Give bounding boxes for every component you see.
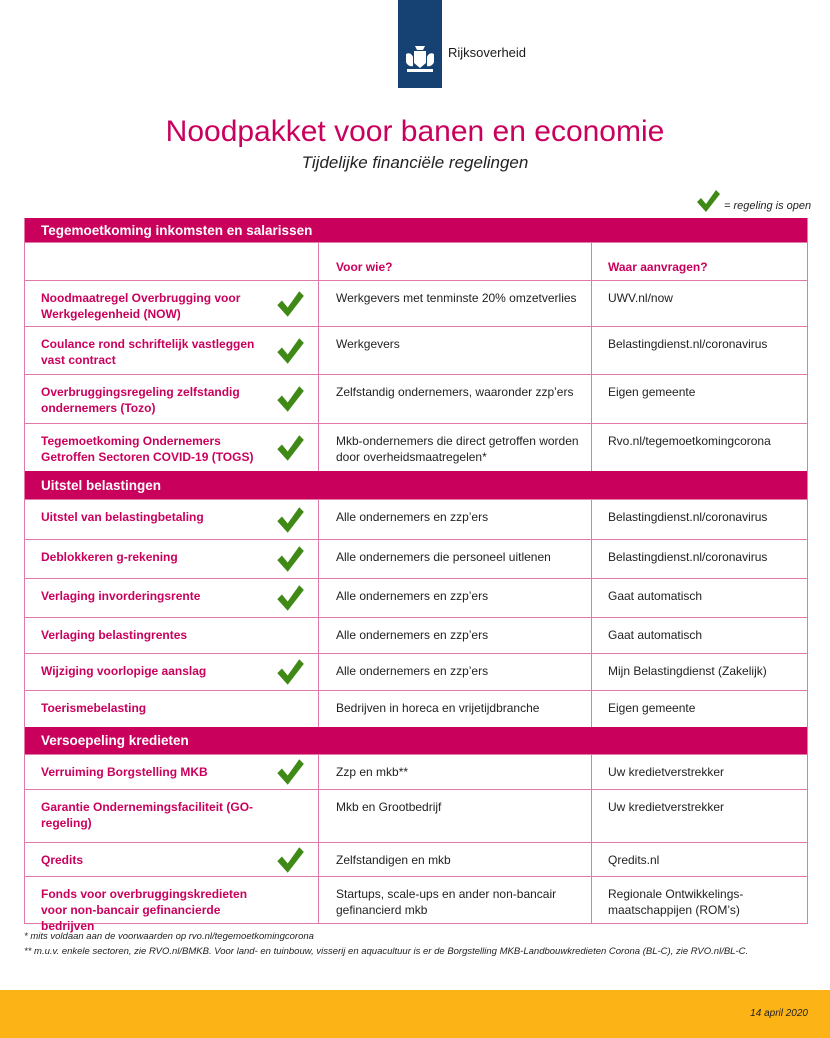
table-row: [25, 754, 807, 789]
checkmark-icon: [275, 384, 305, 418]
rijksoverheid-logo: [398, 0, 442, 88]
checkmark-icon: [275, 505, 305, 539]
regulation-name: Coulance rond schriftelijk vastleggen vast contract: [41, 337, 255, 367]
apply-location: Uw kredietverstrekker: [608, 765, 725, 779]
target-group: Zzp en mkb**: [319, 755, 592, 789]
regulation-cell: [25, 579, 319, 617]
apply-location: Rvo.nl/tegemoetkomingcorona: [608, 434, 771, 448]
checkmark-icon: [275, 433, 305, 467]
apply-location: Belastingdienst.nl/coronavirus: [608, 510, 768, 524]
column-header-where: Waar aanvragen?: [608, 260, 708, 274]
apply-location: Gaat automatisch: [608, 589, 703, 603]
column-header-row: [25, 242, 807, 280]
footnote-2: ** m.u.v. enkele sectoren, zie RVO.nl/BMKB. Voor land- en tuinbouw, visserij en aquacultuur is er de Borgstelling MKB-Landbouwkredieten Corona (BL-C), zie RVO.nl/BL-C.: [24, 946, 749, 957]
table-row: [25, 842, 807, 876]
regulation-name: Uitstel van belastingbetaling: [41, 510, 204, 524]
regulation-cell: [25, 327, 319, 374]
table-row: [25, 280, 807, 326]
regulation-name: Qredits: [41, 853, 84, 867]
regulation-name: Verlaging belastingrentes: [41, 628, 188, 642]
regulation-name: Deblokkeren g-rekening: [41, 550, 178, 564]
target-group: Mkb-ondernemers die direct getroffen worden door overheidsmaatregelen*: [319, 424, 592, 471]
regulation-name: Noodmaatregel Overbrugging voor Werkgelegenheid (NOW): [41, 291, 241, 321]
legend: [695, 188, 811, 214]
regulation-cell: [25, 500, 319, 539]
regulations-table: [24, 218, 808, 933]
apply-location: Belastingdienst.nl/coronavirus: [608, 337, 768, 351]
table-row: [25, 499, 807, 539]
target-group: Alle ondernemers en zzp’ers: [319, 618, 592, 653]
target-group: Alle ondernemers die personeel uitlenen: [319, 540, 592, 578]
regulation-cell: [25, 654, 319, 690]
target-group: Alle ondernemers en zzp’ers: [319, 654, 592, 690]
table-row: [25, 423, 807, 471]
regulation-name: Verlaging invorderingsrente: [41, 589, 201, 603]
column-header-who: Voor wie?: [319, 243, 592, 280]
regulation-cell: [25, 755, 319, 789]
table-row: [25, 539, 807, 578]
apply-location: Eigen gemeente: [608, 385, 696, 399]
table-row: [25, 578, 807, 617]
regulation-cell: [25, 618, 319, 653]
table-row: [25, 326, 807, 374]
regulation-name: Toerismebelasting: [41, 701, 147, 715]
apply-location: Eigen gemeente: [608, 701, 696, 715]
table-row: [25, 617, 807, 653]
regulation-cell: [25, 375, 319, 423]
table-row: [25, 374, 807, 423]
target-group: Alle ondernemers en zzp’ers: [319, 500, 592, 539]
date: 14 april 2020: [750, 1008, 808, 1019]
legend-text: = regeling is open: [724, 200, 812, 212]
target-group: Werkgevers: [319, 327, 592, 374]
regulation-name: Tegemoetkoming Ondernemers Getroffen Sectoren COVID-19 (TOGS): [41, 434, 254, 464]
checkmark-icon: [275, 544, 305, 578]
apply-location: UWV.nl/now: [608, 291, 673, 305]
table-row: [25, 789, 807, 842]
apply-location: Gaat automatisch: [608, 628, 703, 642]
checkmark-icon: [275, 583, 305, 617]
checkmark-icon: [275, 845, 305, 879]
footer-band: [0, 990, 830, 1038]
target-group: Mkb en Grootbedrijf: [319, 790, 592, 842]
checkmark-icon: [275, 336, 305, 370]
target-group: Bedrijven in horeca en vrijetijdbranche: [319, 691, 592, 727]
target-group: Startups, scale-ups en ander non-bancair gefinancierd mkb: [319, 877, 592, 923]
apply-location: Regionale Ontwikkelings-maatschappijen (ROM’s): [608, 887, 744, 917]
apply-location: Belastingdienst.nl/coronavirus: [608, 550, 768, 564]
target-group: Alle ondernemers en zzp’ers: [319, 579, 592, 617]
regulation-cell: [25, 424, 319, 471]
regulation-cell: [25, 843, 319, 876]
apply-location: Uw kredietverstrekker: [608, 800, 725, 814]
apply-location: Mijn Belastingdienst (Zakelijk): [608, 664, 767, 678]
regulation-name: Overbruggingsregeling zelfstandig ondernemers (Tozo): [41, 385, 240, 415]
regulation-cell: [25, 877, 319, 933]
section-header: Versoepeling kredieten: [25, 727, 807, 754]
table-row: [25, 876, 807, 933]
coat-of-arms-icon: [402, 40, 438, 76]
table-row: [25, 690, 807, 727]
target-group: Werkgevers met tenminste 20% omzetverlies: [319, 281, 592, 326]
logo-text: Rijksoverheid: [448, 45, 527, 60]
regulation-name: Verruiming Borgstelling MKB: [41, 765, 208, 779]
target-group: Zelfstandigen en mkb: [319, 843, 592, 876]
checkmark-icon: [695, 188, 721, 214]
regulation-name: Wijziging voorlopige aanslag: [41, 664, 207, 678]
page-subtitle: Tijdelijke financiële regelingen: [301, 153, 529, 172]
regulation-cell: [25, 540, 319, 578]
section-header: Tegemoetkoming inkomsten en salarissen: [25, 218, 807, 242]
regulation-name: Fonds voor overbruggingskredieten voor non-bancair gefinancierde bedrijven: [41, 887, 248, 933]
regulation-cell: [25, 790, 319, 842]
apply-location: Qredits.nl: [608, 853, 660, 867]
target-group: Zelfstandig ondernemers, waaronder zzp’ers: [319, 375, 592, 423]
regulation-cell: [25, 691, 319, 727]
section-header: Uitstel belastingen: [25, 471, 807, 499]
regulation-cell: [25, 281, 319, 326]
footnote-1: * mits voldaan aan de voorwaarden op rvo.nl/tegemoetkomingcorona: [24, 931, 314, 942]
page-title: Noodpakket voor banen en economie: [165, 115, 665, 148]
column-header-name: [25, 243, 319, 280]
checkmark-icon: [275, 757, 305, 791]
regulation-name: Garantie Ondernemingsfaciliteit (GO-regeling): [41, 800, 254, 830]
checkmark-icon: [275, 289, 305, 323]
checkmark-icon: [275, 657, 305, 691]
table-row: [25, 653, 807, 690]
